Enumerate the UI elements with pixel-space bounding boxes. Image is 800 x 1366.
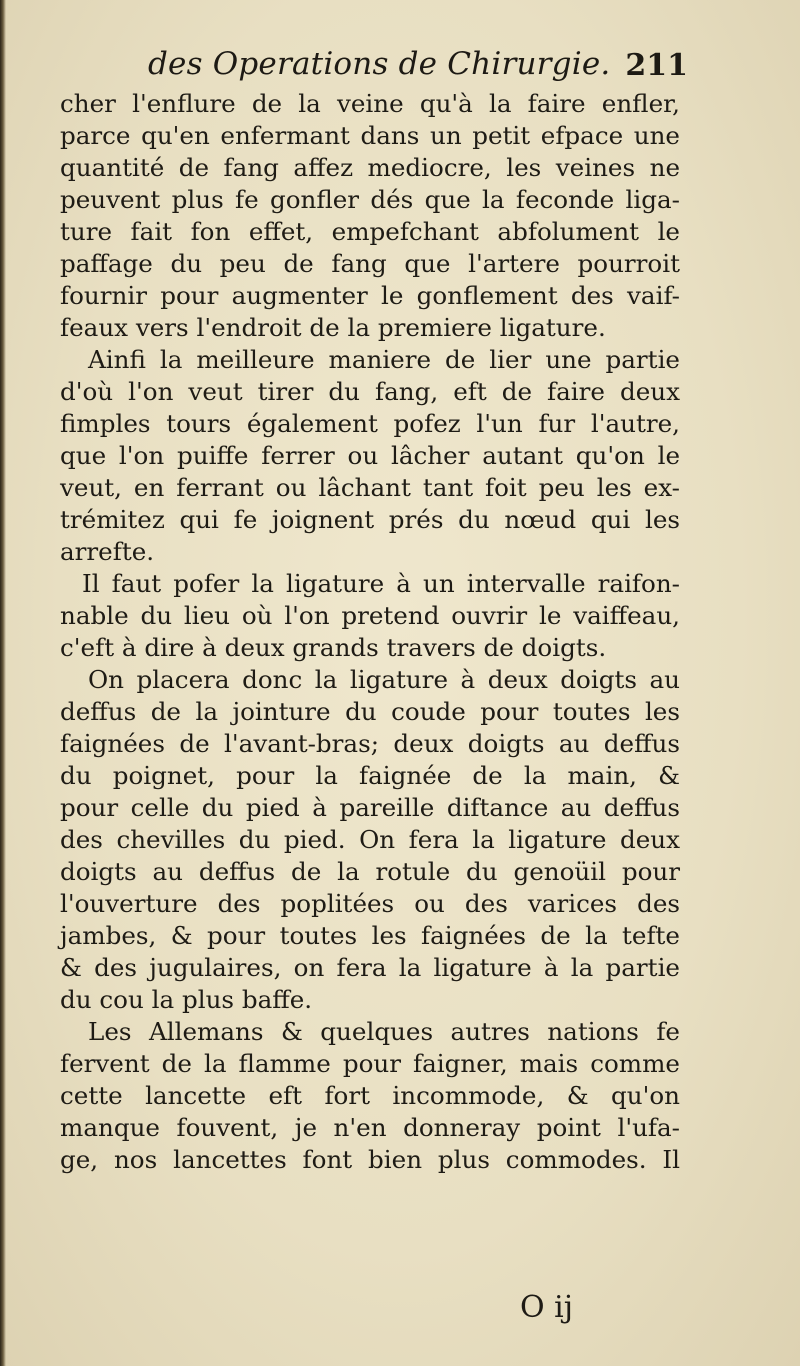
page-header [148, 44, 688, 92]
text-line: peuvent plus fe gonfler dés que la feconde liga- [60, 185, 680, 214]
signature-mark: O ij [520, 1290, 574, 1325]
text-line: paffage du peu de fang que l'artere pourroit [60, 249, 680, 278]
text-line: doigts au deffus de la rotule du genoüil pour [60, 857, 680, 886]
text-line: arrefte. [60, 537, 155, 566]
text-line: On placera donc la ligature à deux doigts au [88, 665, 680, 694]
running-title: des Operations de Chirurgie. [148, 46, 611, 82]
text-line: ge, nos lancettes font bien plus commodes. Il [60, 1145, 680, 1174]
text-line: pour celle du pied à pareille diftance au deffus [60, 793, 680, 822]
text-line: deffus de la jointure du coude pour toutes les [60, 697, 680, 726]
text-line: Ainfi la meilleure maniere de lier une partie [88, 345, 680, 374]
text-line: du poignet, pour la faignée de la main, & [60, 761, 680, 790]
text-line: des chevilles du pied. On fera la ligature deux [60, 825, 680, 854]
text-line: & des jugulaires, on fera la ligature à la partie [60, 953, 680, 982]
text-line: que l'on puiffe ferrer ou lâcher autant qu'on le [60, 441, 680, 470]
text-line: d'où l'on veut tirer du fang, eft de faire deux [60, 377, 680, 406]
body-text [60, 88, 680, 1176]
text-line: jambes, & pour toutes les faignées de la tefte [60, 921, 680, 950]
text-line: l'ouverture des poplitées ou des varices des [60, 889, 680, 918]
text-line: quantité de fang affez mediocre, les veines ne [60, 153, 680, 182]
text-line: veut, en ferrant ou lâchant tant foit peu les ex- [60, 473, 680, 502]
text-line: parce qu'en enfermant dans un petit efpace une [60, 121, 680, 150]
text-line: du cou la plus baffe. [60, 985, 313, 1014]
text-line: nable du lieu où l'on pretend ouvrir le vaiffeau, [60, 601, 680, 630]
text-line: cette lancette eft fort incommode, & qu'on [60, 1081, 680, 1110]
text-line: trémitez qui fe joignent prés du nœud qui les [60, 505, 680, 534]
text-line: Les Allemans & quelques autres nations fe [88, 1017, 680, 1046]
text-line: feaux vers l'endroit de la premiere ligature. [60, 313, 606, 342]
text-line: c'eft à dire à deux grands travers de doigts. [60, 633, 607, 662]
text-line: cher l'enflure de la veine qu'à la faire enfler, [60, 89, 680, 118]
text-line: ture fait fon effet, empefchant abfolument le [60, 217, 680, 246]
text-line: fervent de la flamme pour faigner, mais comme [60, 1049, 680, 1078]
page-binding-edge [0, 0, 6, 1366]
text-line: manque fouvent, je n'en donneray point l'ufa- [60, 1113, 680, 1142]
text-line: Il faut pofer la ligature à un intervalle raifon- [82, 569, 680, 598]
text-line: fimples tours également pofez l'un fur l'autre, [60, 409, 680, 438]
text-line: faignées de l'avant-bras; deux doigts au deffus [60, 729, 680, 758]
page-number: 211 [625, 48, 688, 83]
text-line: fournir pour augmenter le gonflement des vaif- [60, 281, 680, 310]
